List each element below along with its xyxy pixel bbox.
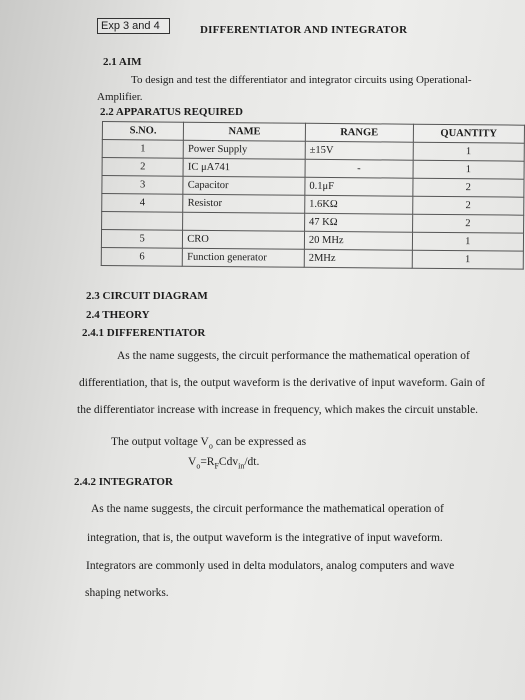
cell-sno: 1 <box>102 140 183 159</box>
table-row <box>101 247 523 269</box>
differentiator-paragraph-line-2: differentiation, that is, the output waveform is the derivative of input waveform. Gain of <box>79 377 486 389</box>
apparatus-table <box>101 121 525 270</box>
output-voltage-text: The output voltage $V_o$ can be expressed as <box>111 436 307 451</box>
cell-sno: 2 <box>102 158 183 177</box>
cell-sno: 3 <box>102 176 183 195</box>
cell-sno <box>102 212 183 231</box>
integrator-paragraph-line-2: integration, that is, the output waveform is the integrative of input waveform. <box>87 532 443 544</box>
cell-name: Function generator <box>183 248 305 267</box>
integrator-paragraph-line-4: shaping networks. <box>85 587 169 599</box>
aim-line-2: Amplifier. <box>97 91 143 103</box>
cell-name: Power Supply <box>183 140 305 159</box>
cell-quantity: 2 <box>413 178 524 197</box>
cell-sno: 4 <box>102 194 183 213</box>
circuit-diagram-heading: 2.3 CIRCUIT DIAGRAM <box>86 290 208 302</box>
cell-name: Capacitor <box>183 176 305 195</box>
aim-heading: 2.1 AIM <box>103 56 142 68</box>
integrator-heading: 2.4.2 INTEGRATOR <box>74 476 173 488</box>
cell-quantity: 1 <box>413 142 524 161</box>
cell-range: 20 MHz <box>304 231 412 250</box>
differentiator-heading: 2.4.1 DIFFERENTIATOR <box>82 327 206 339</box>
differentiator-paragraph-line-1: As the name suggests, the circuit performance the mathematical operation of <box>117 350 470 362</box>
cell-quantity: 1 <box>412 250 523 269</box>
cell-name: Resistor <box>183 194 305 213</box>
cell-sno: 5 <box>101 230 182 249</box>
column-header-name: NAME <box>184 122 306 141</box>
column-header-sno: S.NO. <box>102 122 183 141</box>
experiment-label: Exp 3 and 4 <box>97 18 170 34</box>
cell-quantity: 2 <box>412 214 523 233</box>
integrator-paragraph-line-3: Integrators are commonly used in delta modulators, analog computers and wave <box>86 560 455 572</box>
cell-quantity: 1 <box>413 160 524 179</box>
cell-quantity: 1 <box>412 232 523 251</box>
cell-range: - <box>305 159 413 178</box>
integrator-paragraph-line-1: As the name suggests, the circuit performance the mathematical operation of <box>91 503 444 515</box>
cell-range: 2MHz <box>304 249 412 268</box>
differentiator-equation: $V_o=R_FCdv_{in}/dt$. <box>188 456 260 471</box>
cell-range: 47 KΩ <box>304 213 412 232</box>
cell-range: 0.1μF <box>305 177 413 196</box>
column-header-quantity: QUANTITY <box>413 124 524 143</box>
cell-name: IC μA741 <box>183 158 305 177</box>
cell-name <box>183 212 305 231</box>
cell-range: ±15V <box>305 141 413 160</box>
differentiator-paragraph-line-3: the differentiator increase with increase in frequency, which makes the circuit unstable. <box>77 404 479 416</box>
cell-name: CRO <box>183 230 305 249</box>
aim-line-1: To design and test the differentiator and integrator circuits using Operational- <box>131 74 472 86</box>
cell-sno: 6 <box>101 247 182 266</box>
theory-heading: 2.4 THEORY <box>86 309 150 321</box>
cell-range: 1.6KΩ <box>305 195 413 214</box>
cell-quantity: 2 <box>412 196 523 215</box>
apparatus-heading: 2.2 APPARATUS REQUIRED <box>100 106 243 118</box>
page-title: DIFFERENTIATOR AND INTEGRATOR <box>200 24 408 36</box>
column-header-range: RANGE <box>305 123 413 142</box>
